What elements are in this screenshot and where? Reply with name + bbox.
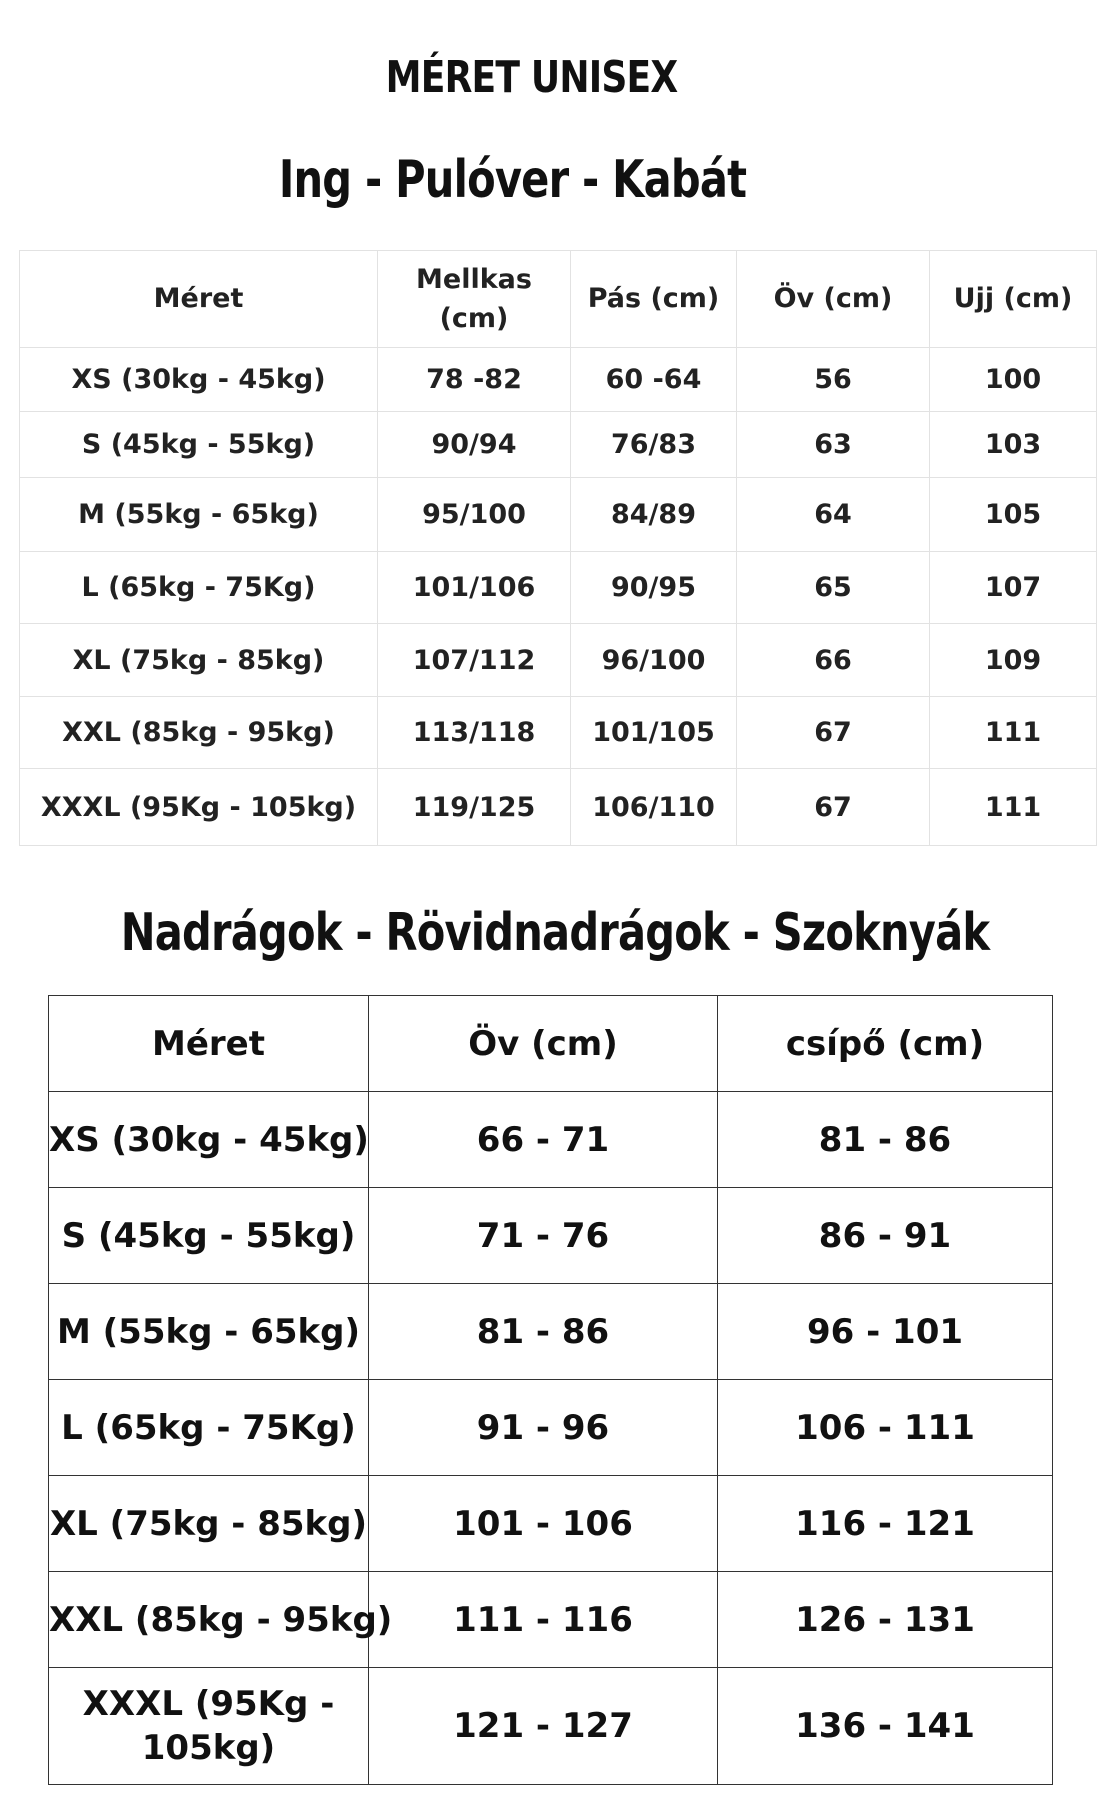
table2-title: Nadrágok - Rövidnadrágok - Szoknyák [120, 903, 990, 963]
belt-cell: 67 [737, 769, 930, 846]
belt-cell: 66 [737, 624, 930, 697]
hip-cell: 81 - 86 [718, 1092, 1053, 1188]
sleeve-cell: 107 [930, 552, 1097, 624]
belt-cell: 66 - 71 [369, 1092, 718, 1188]
chest-cell: 119/125 [378, 769, 571, 846]
sleeve-cell: 111 [930, 769, 1097, 846]
belt-cell: 63 [737, 412, 930, 478]
table-header-row [49, 996, 1053, 1092]
waist-cell: 101/105 [571, 697, 737, 769]
table-row [49, 1092, 1053, 1188]
sleeve-cell: 109 [930, 624, 1097, 697]
table-row [49, 1380, 1053, 1476]
waist-cell: 90/95 [571, 552, 737, 624]
belt-cell: 91 - 96 [369, 1380, 718, 1476]
waist-cell: 84/89 [571, 478, 737, 552]
hip-cell: 136 - 141 [718, 1668, 1053, 1785]
size-cell: XS (30kg - 45kg) [20, 348, 378, 412]
hip-cell: 126 - 131 [718, 1572, 1053, 1668]
size-cell: XL (75kg - 85kg) [49, 1476, 369, 1572]
hip-cell: 86 - 91 [718, 1188, 1053, 1284]
table-row [20, 624, 1097, 697]
header-sleeve: Ujj (cm) [930, 251, 1097, 348]
belt-cell: 81 - 86 [369, 1284, 718, 1380]
header-belt: Öv (cm) [369, 996, 718, 1092]
belt-cell: 67 [737, 697, 930, 769]
table-row [49, 1476, 1053, 1572]
waist-cell: 106/110 [571, 769, 737, 846]
sleeve-cell: 105 [930, 478, 1097, 552]
sleeve-cell: 100 [930, 348, 1097, 412]
chest-cell: 78 -82 [378, 348, 571, 412]
header-belt: Öv (cm) [737, 251, 930, 348]
table-row [20, 348, 1097, 412]
hip-cell: 116 - 121 [718, 1476, 1053, 1572]
table-row [49, 1188, 1053, 1284]
table-row [49, 1284, 1053, 1380]
size-cell: XL (75kg - 85kg) [20, 624, 378, 697]
waist-cell: 60 -64 [571, 348, 737, 412]
hip-cell: 106 - 111 [718, 1380, 1053, 1476]
belt-cell: 71 - 76 [369, 1188, 718, 1284]
size-cell: XXL (85kg - 95kg) [20, 697, 378, 769]
size-cell: XS (30kg - 45kg) [49, 1092, 369, 1188]
table1-title: Ing - Pulóver - Kabát [278, 150, 747, 210]
header-size: Méret [49, 996, 369, 1092]
header-size: Méret [20, 251, 378, 348]
belt-cell: 101 - 106 [369, 1476, 718, 1572]
table-row [20, 697, 1097, 769]
size-cell: XXXL (95Kg - 105kg) [49, 1668, 369, 1785]
table-row [20, 769, 1097, 846]
chest-cell: 107/112 [378, 624, 571, 697]
size-cell: M (55kg - 65kg) [49, 1284, 369, 1380]
belt-cell: 56 [737, 348, 930, 412]
size-cell: S (45kg - 55kg) [49, 1188, 369, 1284]
table-row [20, 552, 1097, 624]
waist-cell: 96/100 [571, 624, 737, 697]
chest-cell: 95/100 [378, 478, 571, 552]
waist-cell: 76/83 [571, 412, 737, 478]
header-chest: Mellkas (cm) [378, 251, 571, 348]
size-cell: L (65kg - 75Kg) [20, 552, 378, 624]
chest-cell: 101/106 [378, 552, 571, 624]
header-waist: Pás (cm) [571, 251, 737, 348]
bottoms-size-table [48, 995, 1053, 1785]
size-cell: XXL (85kg - 95kg) [49, 1572, 369, 1668]
table-row [20, 412, 1097, 478]
belt-cell: 121 - 127 [369, 1668, 718, 1785]
sleeve-cell: 103 [930, 412, 1097, 478]
belt-cell: 111 - 116 [369, 1572, 718, 1668]
chest-cell: 90/94 [378, 412, 571, 478]
table-row [49, 1572, 1053, 1668]
size-cell: L (65kg - 75Kg) [49, 1380, 369, 1476]
table-row [49, 1668, 1053, 1785]
belt-cell: 65 [737, 552, 930, 624]
page-title: MÉRET UNISEX [385, 52, 678, 103]
sleeve-cell: 111 [930, 697, 1097, 769]
hip-cell: 96 - 101 [718, 1284, 1053, 1380]
size-cell: XXXL (95Kg - 105kg) [20, 769, 378, 846]
size-cell: M (55kg - 65kg) [20, 478, 378, 552]
chest-cell: 113/118 [378, 697, 571, 769]
size-cell: S (45kg - 55kg) [20, 412, 378, 478]
tops-size-table [19, 250, 1097, 846]
belt-cell: 64 [737, 478, 930, 552]
table-row [20, 478, 1097, 552]
table-header-row [20, 251, 1097, 348]
header-hip: csípő (cm) [718, 996, 1053, 1092]
